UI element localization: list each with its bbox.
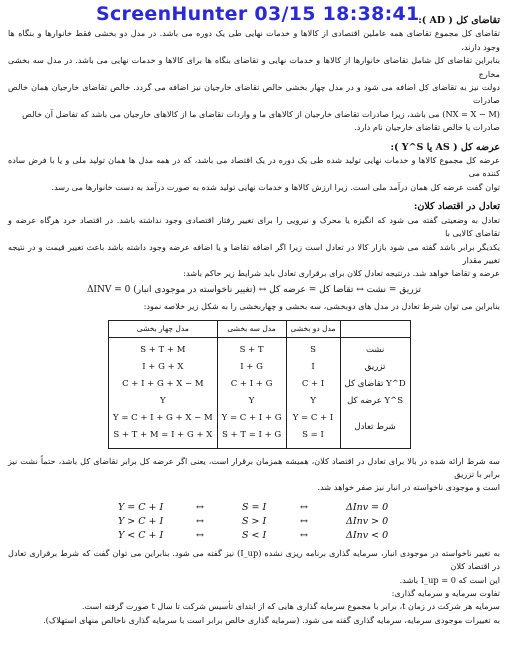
paragraph-line: است و موجودی ناخواسته در انبار نیز صفر خواهد شد. <box>317 482 500 493</box>
row-label: تزریق <box>364 361 386 372</box>
ineq-arrow: ↔ <box>196 501 204 513</box>
table-value: I + G <box>240 361 263 372</box>
row-label: Y^D تقاضای کل <box>344 378 406 389</box>
table-value: Y = C + I + G <box>221 412 282 423</box>
row-labels-cell <box>340 337 410 448</box>
subheading-capital-vs-investment: تفاوت سرمایه و سرمایه گذاری: <box>391 587 500 598</box>
table-value: S <box>310 344 316 355</box>
row-label: نشت <box>365 344 385 355</box>
table-value: S = I <box>302 429 324 440</box>
ineq-arrow: ↔ <box>196 515 204 527</box>
paragraph-line: توان گفت عرضه کل همان درآمد ملی است. زیرا ارزش کالاها و خدمات نهایی تولید شده به صورت درآمد به دست خانوارها می رسد. <box>51 181 500 192</box>
row-label: شرط تعادل <box>354 421 396 432</box>
ineq-term: S = I <box>242 501 267 513</box>
table-corner <box>340 320 410 337</box>
heading-aggregate-supply: عرضه کل ( AS یا Y^S ): <box>390 141 500 153</box>
three-sector-cell <box>217 337 286 448</box>
ineq-term: S > I <box>242 515 267 527</box>
four-sector-cell <box>109 337 218 448</box>
inequality-row <box>118 501 500 515</box>
ineq-term: Y > C + I <box>118 515 164 527</box>
ineq-term: ΔInv > 0 <box>346 515 389 527</box>
table-value: Y <box>310 395 316 406</box>
document-page <box>8 14 500 627</box>
ineq-term: S < I <box>242 529 267 541</box>
table-value: I <box>311 361 315 372</box>
paragraph-line: دولت نیز به تقاضای کل اضافه می شود و در مدل چهار بخشی خالص تقاضای خارجیان نیز اضافه می گردد. خالص تقاضای خارجیان همان خالص صادرات <box>8 82 500 106</box>
equilibrium-formula: ΔINV = 0 (تغییر ناخواسته در موجودی انبار) ↔ تزریق = نشت ↔ تقاضا کل = عرضه کل <box>86 284 422 295</box>
paragraph-line: (NX = X − M) می باشد، زیرا صادرات تقاضای خارجیان از کالاهای ما و واردات تقاضای ما از کالاهای خارجیان می باشد که تفاضل آن خالص <box>22 108 500 119</box>
paragraph-line: عرضه و تقاضا خواهد شد. درنتیجه تعادل کلان برای برقراری تعادل باید شرایط زیر حاکم باشد: <box>183 268 500 279</box>
paragraph-line: سه شرط ارائه شده در بالا برای تعادل در اقتصاد کلان، همیشه همزمان برقرار است، یعنی اگر عرضه کل برابر تقاضای کل باشد، حتماً نشت نیز برابر با تزریق <box>8 455 500 479</box>
col-header-three-sector: مدل سه بخشی <box>217 320 286 337</box>
table-value: Y <box>248 395 255 406</box>
paragraph-line: تعادل به وضعیتی گفته می شود که انگیزه یا محرک و نیرویی را برای تغییر رفتار اقتصادی وجود نداشته باشد. در اقتصاد خرد هرگاه عرضه و تقاضای کالایی با <box>8 214 500 239</box>
row-label: Y^S عرضه کل <box>347 395 404 406</box>
table-value: S + T = I + G <box>221 429 282 440</box>
table-value: S + T + M <box>140 344 186 355</box>
col-header-four-sector: مدل چهار بخشی <box>109 320 218 337</box>
table-value: C + I <box>301 378 325 389</box>
table-value: S + T + M = I + G + X <box>113 429 213 440</box>
ineq-arrow: ↔ <box>196 529 204 541</box>
paragraph-line: این است که I_up = 0 باشد. <box>399 574 500 585</box>
paragraph-line: به تغییر ناخواسته در موجودی انبار، سرمایه گذاری برنامه ریزی نشده (I_up) نیز گفته می شود. بنابراین می توان گفت که شرط برقراری تعادل در اقتصاد کلان <box>8 547 500 572</box>
ineq-term: ΔInv = 0 <box>346 501 389 513</box>
screenhunter-watermark: ScreenHunter 03/15 18:38:41 <box>96 3 420 25</box>
paragraph-line: به تغییرات موجودی سرمایه، سرمایه گذاری گفته می شود. (سرمایه گذاری خالص برابر است با سرمایه گذاری ناخالص منهای استهلاک). <box>43 614 500 625</box>
table-value: C + I + G <box>230 378 273 389</box>
equilibrium-inequalities <box>118 501 500 543</box>
table-value: Y <box>160 395 166 406</box>
equilibrium-table <box>108 320 411 449</box>
ineq-arrow: ↔ <box>300 529 308 541</box>
inequality-row <box>118 515 500 529</box>
paragraph-line: بنابراین می توان شرط تعادل در مدل های دوبخشی، سه بخشی و چهاربخشی را به شکل زیر خلاصه نمود: <box>143 301 500 312</box>
table-value: Y = C + I + G + X − M <box>113 412 213 423</box>
paragraph-line: بنابراین تقاضای کل شامل تقاضای خانوارها از کالاها و خدمات نهایی و تقاضای بنگاه ها برای کالاها و خدمات نهایی می باشد. در مدل سه بخشی مخارج <box>8 55 500 79</box>
ineq-term: Y < C + I <box>118 529 164 541</box>
paragraph-line: تقاضای کل مجموع تقاضای همه عاملین اقتصادی از کالاها و خدمات نهایی طی یک دوره می باشد. در مدل دو بخشی فقط خانوارها و بنگاه ها وجود دارند، <box>8 28 500 52</box>
table-value: Y = C + I <box>292 412 334 423</box>
table-value: C + I + G + X − M <box>122 378 204 389</box>
ineq-arrow: ↔ <box>300 501 308 513</box>
inequality-row <box>118 529 500 543</box>
paragraph-line: یکدیگر برابر باشد گفته می شود بازار کالا در تعادل است زیرا اگر اضافه تقاضا و یا اضافه عرضه وجود داشته باشد باعث تغییر قیمت و در نتیجه تغییر مقدار <box>8 241 500 265</box>
col-header-two-sector: مدل دو بخشی <box>286 320 340 337</box>
ineq-arrow: ↔ <box>300 515 308 527</box>
table-value: I + G + X <box>142 361 184 372</box>
heading-aggregate-demand: تقاضای کل ( AD ): <box>418 15 500 26</box>
heading-macro-equilibrium: تعادل در اقتصاد کلان: <box>413 201 500 213</box>
paragraph-line: عرضه کل مجموع کالاها و خدمات نهایی تولید شده طی یک دوره در یک اقتصاد می باشد، که در همه مدل ها همان تولید ملی و یا با فرض ساده کننده می <box>8 155 500 179</box>
table-value: S + T <box>239 344 264 355</box>
ineq-term: Y = C + I <box>118 501 164 513</box>
paragraph-line: صادرات یا خالص تقاضای خارجیان نام دارد. <box>354 122 500 133</box>
ineq-term: ΔInv < 0 <box>346 529 389 541</box>
two-sector-cell <box>286 337 340 448</box>
paragraph-line: سرمایه هر شرکت در زمان t، برابر با مجموع سرمایه گذاری هایی که از ابتدای تأسیس شرکت تا سال t صورت گرفته است. <box>81 601 500 612</box>
